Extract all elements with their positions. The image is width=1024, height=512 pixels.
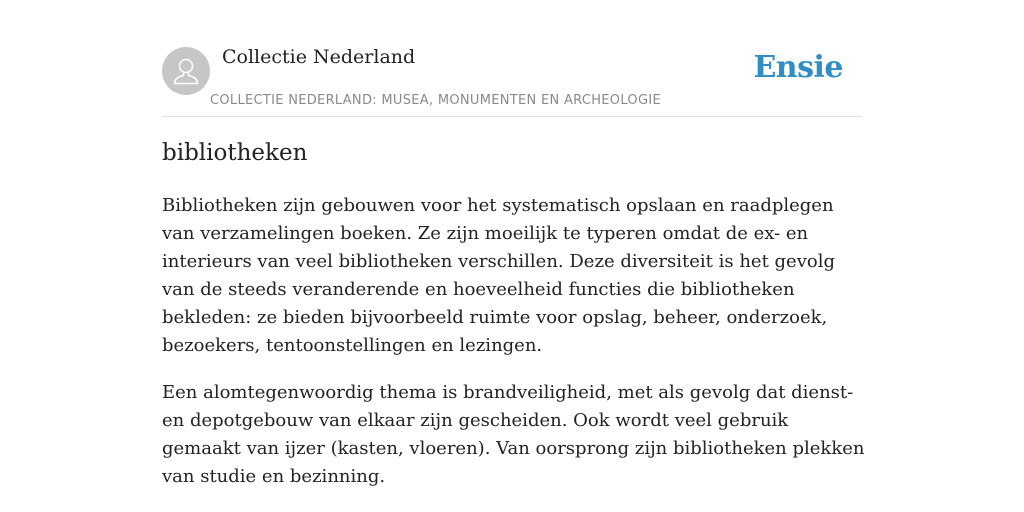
author-link[interactable]: Collectie Nederland bbox=[222, 46, 416, 68]
user-silhouette-icon bbox=[162, 47, 210, 95]
author-avatar[interactable] bbox=[162, 47, 210, 95]
collection-link[interactable]: COLLECTIE NEDERLAND: MUSEA, MONUMENTEN EN ARCHEOLOGIE bbox=[210, 93, 661, 108]
ensie-logo[interactable]: Ensie bbox=[753, 50, 843, 85]
page bbox=[162, 0, 865, 512]
entry-title: bibliotheken bbox=[162, 140, 308, 166]
header bbox=[162, 0, 862, 117]
entry-paragraph: Een alomtegenwoordig thema is brandveiligheid, met als gevolg dat dienst- en depotgebouw van elkaar zijn gescheiden. Ook wordt veel gebruik gemaakt van ijzer (kasten, vloeren). Van oorsprong zijn bibliotheken plekken van studie en bezinning. bbox=[162, 382, 865, 487]
entry-paragraph: Bibliotheken zijn gebouwen voor het systematisch opslaan en raadplegen van verzamelingen boeken. Ze zijn moeilijk te typeren omdat de ex- en interieurs van veel bibliotheken verschillen. Deze diversiteit is het gevolg van de steeds veranderende en hoeveelheid functies die bibliotheken bekleden: ze bieden bijvoorbeeld ruimte voor opslag, beheer, onderzoek, bezoekers, tentoonstellingen en lezingen. bbox=[162, 195, 835, 356]
entry-body bbox=[162, 192, 866, 510]
